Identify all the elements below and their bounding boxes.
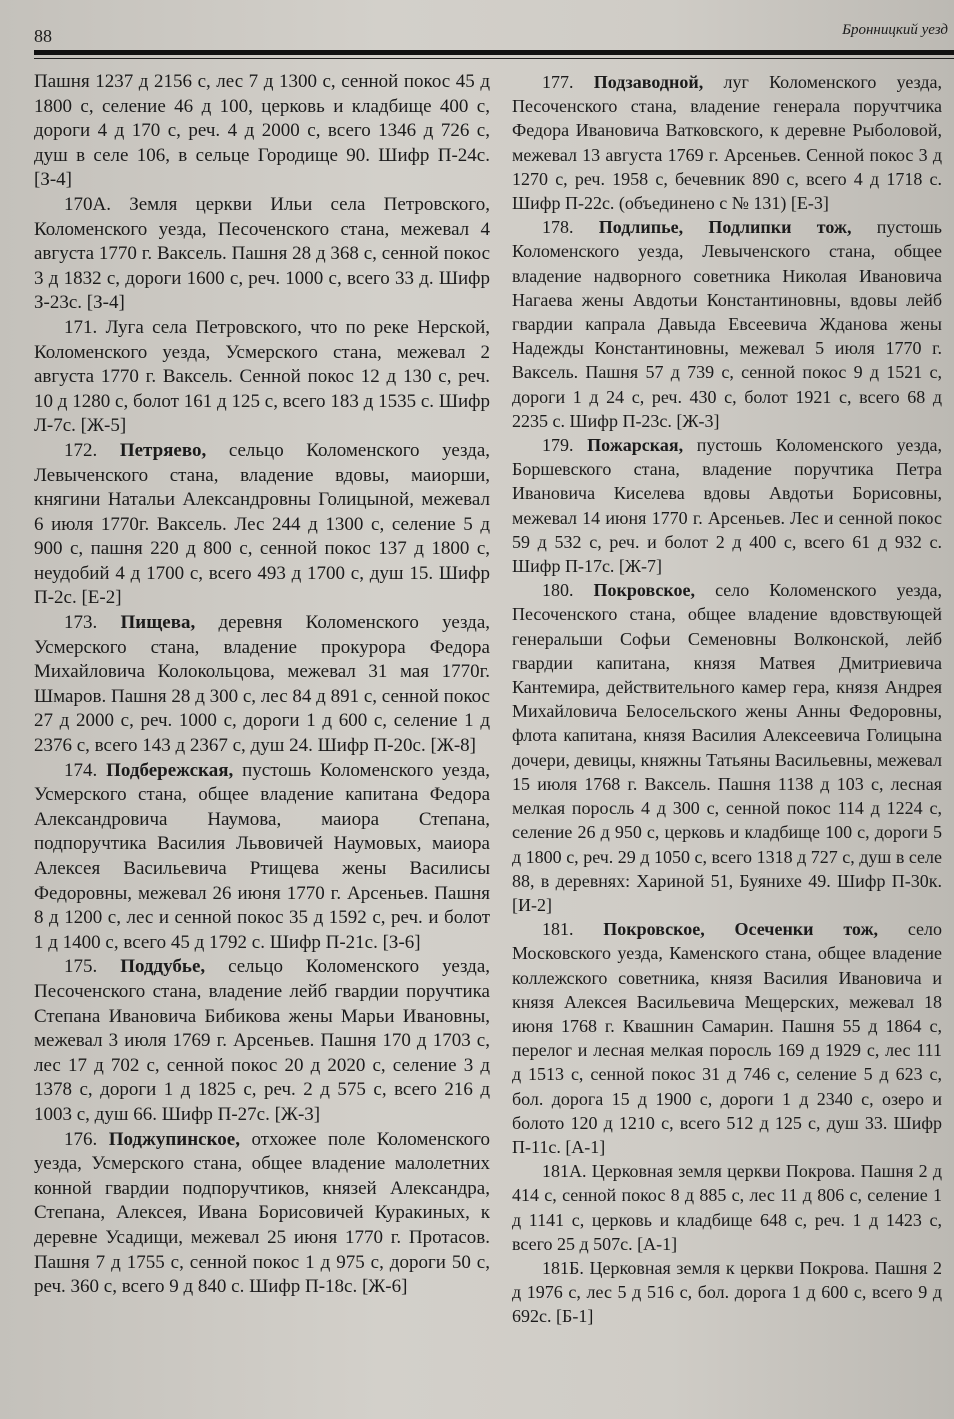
entry-number: 178.: [542, 217, 574, 238]
entry-181: [512, 917, 942, 1159]
page-number: 88: [34, 26, 52, 46]
entry-name: Покровское,: [593, 580, 696, 601]
entry-text: село Московского уезда, Каменского стана, общее владение коллежского советника, князя Василия Ивановича и князя Алексея Васильевича Мещерских, межевал 18 июня 1768 г. Квашнин Самарин. Пашня 55 д 1864 с, перелог и лесная мелкая поросль 169 д 1929 с, лес 111 д 1513 с, сенной покос 31 д 746 с, селение 5 д 623 с, бол. дорога 15 д 1900 с, дороги 1 д 2340 с, озеро и болото 120 д 1210 с, всего 512 д 125 с, душ 33. Шифр П-11с. [А-1]: [512, 919, 943, 1157]
entry-181b: [512, 1256, 942, 1329]
entry-180: [512, 578, 942, 917]
entry-text: сельцо Коломенского уезда, Песоченского стана, владение лейб гвардии поручтика Степана Ивановича Бибикова жены Марьи Ивановны, межевал 3 июля 1769 г. Арсеньев. Пашня 170 д 1703 с, лес 17 д 702 с, сенной покос 20 д 2020 с, селение 3 д 1378 с, дороги 1 д 1825 с, реч. 2 д 575 с, всего 216 д 1003 с, душ 66. Шифр П-27с. [Ж-3]: [34, 956, 491, 1125]
entry-name: Поджупинское,: [108, 1128, 240, 1150]
entry-175: [34, 955, 490, 1127]
header-rule-thin: [34, 58, 954, 59]
entry-174: [34, 759, 490, 956]
header-rule-thick: [34, 50, 954, 55]
entry-number: 174.: [64, 759, 98, 781]
entry-173: [34, 611, 490, 759]
entry-text: село Коломенского уезда, Песоченского стана, общее владение вдовствующей генеральши Софьи Семеновны Волконской, лейб гвардии капитана, князя Матвея Дмитриевича Кантемира, действительного камер гера, князя Андрея Михайловича Белосельского жены Анны Федоровны, флота капитана, князя Василия Алексеевича Голицына дочери, девицы, княжны Татьяны Васильевны, межевал 15 июля 1768 г. Ваксель. Пашня 1138 д 103 с, лесная мелкая поросль 4 д 300 с, сенной покос 114 д 1224 с, селение 26 д 950 с, церковь и кладбище 100 с, дороги 5 д 1800 с, реч. 29 д 1050 с, всего 1318 д 727 с, душ в селе 88, в деревнях: Хариной 51, Буянихе 49. Шифр П-30к. [И-2]: [512, 580, 942, 915]
entry-number: 175.: [64, 956, 98, 978]
entry-text: Церковная земля к церкви Покрова. Пашня 2 д 1976 с, лес 5 д 516 с, бол. дорога 1 д 600 с, всего 9 д 692с. [Б-1]: [512, 1257, 942, 1327]
entry-number: 179.: [542, 435, 574, 456]
entry-number: 171.: [64, 316, 98, 338]
entry-text: пустошь Коломенского уезда, Усмерского стана, общее владение капитана Федора Александровича Наумова, маиора Степана, подпоручтика Василия Львовичей Наумовых, маиора Алексея Васильевича Ртищева жены Василисы Федоровны, межевал 26 июня 1770 г. Арсеньев. Пашня 8 д 1200 с, лес и сенной покос 35 д 1592 с, реч. и болот 1 д 1400 с, всего 45 д 1792 с. Шифр П-21с. [З-6]: [34, 759, 491, 953]
entry-text: луг Коломенского уезда, Песоченского стана, владение генерала поручтчика Федора Ивановича Ватковского, к деревне Рыболовой, межевал 13 августа 1769 г. Арсеньев. Сенной покос 3 д 1270 с, реч. 1958 с, бечевник 890 с, всего 4 д 1718 с. Шифр П-22с. (объединено с № 131) [Е-3]: [512, 72, 943, 214]
entry-text: Луга села Петровского, что по реке Нерской, Коломенского уезда, Усмерского стана, межевал 2 августа 1770 г. Ваксель. Сенной покос 12 д 130 с, реч. 10 д 1280 с, болот 161 д 125 с, всего 183 д 1535 с. Шифр Л-7с. [Ж-5]: [34, 316, 490, 437]
entry-178: [512, 215, 942, 433]
entry-text: Церковная земля церкви Покрова. Пашня 2 д 414 с, сенной покос 8 д 885 с, лес 11 д 806 с, селение 1 д 1141 с, церковь и кладбище 648 с, реч. 1 д 1423 с, всего 25 д 507с. [А-1]: [512, 1161, 942, 1254]
entry-name: Пожарская,: [587, 435, 684, 456]
entry-text: Пашня 1237 д 2156 с, лес 7 д 1300 с, сенной покос 45 д 1800 с, селение 46 д 100, церковь и кладбище 400 с, дороги 4 д 170 с, реч. 4 д 2000 с, всего 1346 д 726 с, душ в селе 106, в сельце Городище 90. Шифр П-24с. [З-4]: [34, 71, 490, 191]
entry-name: Поддубье,: [120, 956, 206, 978]
entry-text: Земля церкви Ильи села Петровского, Коломенского уезда, Песоченского стана, межевал 4 августа 1770 г. Ваксель. Пашня 28 д 368 с, сенной покос 3 д 1832 с, дороги 1600 с, реч. 1000 с, всего 33 д. Шифр З-23с. [З-4]: [34, 193, 490, 314]
entry-text: пустошь Коломенского уезда, Левыченского стана, общее владение надворного советника Николая Ивановича Нагаева жены Авдотьи Константиновны, вдовы лейб гвардии капрала Давыда Евсеевича Жданова жены Надежды Константиновны, межевал 5 июля 1770 г. Ваксель. Пашня 57 д 739 с, сенной покос 9 д 1521 с, дороги 1 д 24 с, реч. 430 с, болот 1921 с, всего 68 д 2235 с. Шифр П-23с. [Ж-3]: [512, 217, 943, 431]
entry-text: пустошь Коломенского уезда, Боршевского стана, владение поручтика Петра Ивановича Киселева вдовы Авдотьи Борисовны, межевал 14 июня 1770 г. Арсеньев. Лес и сенной покос 59 д 532 с, реч. и болот 2 д 400 с, всего 61 д 932 с. Шифр П-17с. [Ж-7]: [512, 435, 943, 577]
entry-number: 173.: [64, 612, 98, 634]
entry-177: [512, 70, 942, 215]
entry-text: сельцо Коломенского уезда, Левыченского стана, владение вдовы, маиорши, княгини Натальи Александровны Голицыной, межевал 6 июля 1770г. Ваксель. Лес 244 д 1300 с, селение 5 д 900 с, пашня 220 д 800 с, сенной покос 137 д 1800 с, неудобий 4 д 1700 с, всего 493 д 1700 с, душ 15. Шифр П-2с. [Е-2]: [34, 439, 491, 609]
entry-179: [512, 433, 942, 578]
entry-name: Петряево,: [119, 439, 207, 461]
entry-name: Подлипье, Подлипки тож,: [598, 217, 852, 238]
entry-number: 172.: [64, 439, 98, 461]
entry-text: отхожее поле Коломенского уезда, Усмерского стана, общее владение малолетних конной гвардии подпоручтиков, князей Александра, Степана, Алексея, Ивана Борисовичей Куракиных, к деревне Усадищи, межевал 25 июня 1770 г. Протасов. Пашня 7 д 1755 с, сенной покос 1 д 975 с, дороги 50 с, реч. 360 с, всего 9 д 840 с. Шифр П-18с. [Ж-6]: [34, 1128, 491, 1298]
left-column: [34, 70, 490, 1300]
entry-text: деревня Коломенского уезда, Усмерского стана, владение прокурора Федора Михайловича Колокольцова, межевал 31 мая 1770г. Шмаров. Пашня 28 д 300 с, лес 84 д 891 с, сенной покос 27 д 2000 с, реч. 1000 с, дороги 1 д 600 с, селение 1 д 2376 с, всего 143 д 2367 с, душ 24. Шифр П-20с. [Ж-8]: [34, 612, 491, 757]
entry-name: Подбережская,: [106, 759, 234, 781]
running-head: Бронницкий уезд: [842, 22, 948, 38]
entry-176: [34, 1128, 490, 1300]
entry-170a: [34, 193, 490, 316]
entry-172: [34, 439, 490, 611]
entry-name: Покровское, Осеченки тож,: [603, 919, 879, 940]
entry-number: 180.: [542, 580, 574, 601]
entry-number: 181Б.: [542, 1257, 584, 1278]
entry-continuation: [34, 70, 490, 193]
entry-name: Пищева,: [120, 612, 196, 634]
right-column: [512, 70, 942, 1329]
entry-number: 181А.: [542, 1161, 587, 1182]
entry-181a: [512, 1159, 942, 1256]
entry-number: 181.: [542, 919, 574, 940]
entry-171: [34, 316, 490, 439]
entry-name: Подзаводной,: [593, 72, 704, 92]
entry-number: 176.: [64, 1128, 98, 1150]
entry-number: 170А.: [64, 193, 111, 215]
entry-number: 177.: [542, 72, 574, 92]
